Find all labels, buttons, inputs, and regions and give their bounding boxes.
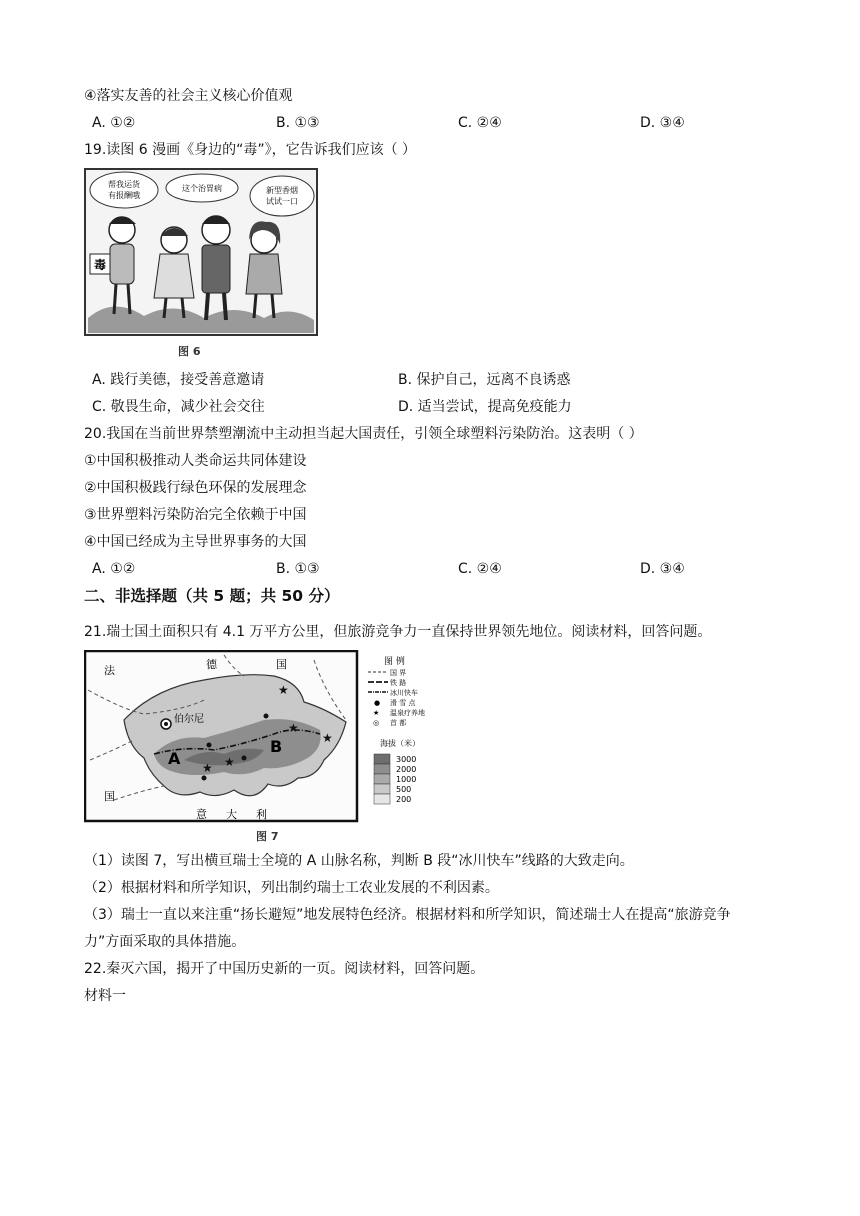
- switzerland-map-figure-7: [84, 650, 450, 824]
- svg-text:●: ●: [374, 699, 381, 707]
- q19-option-b: B. 保护自己，远离不良诱惑: [398, 372, 571, 388]
- q20-item-4: ④中国已经成为主导世界事务的大国: [84, 534, 307, 550]
- q19-option-c: C. 敬畏生命，减少社会交往: [92, 399, 265, 415]
- label-a: A: [168, 749, 181, 768]
- bubble-1-line2: 有报酬哦: [108, 191, 140, 200]
- q21-part-3-line-2: 力”方面采取的具体措施。: [84, 934, 246, 950]
- poison-sign-label: 毒: [93, 258, 107, 272]
- svg-text:★: ★: [322, 731, 333, 745]
- country-label-guo2: 国: [104, 790, 115, 803]
- svg-text:★: ★: [224, 755, 235, 769]
- q21-part-3-line-1: （3）瑞士一直以来注重“扬长避短”地发展特色经济。根据材料和所学知识，简述瑞士人在提高“旅游竞争: [84, 907, 731, 923]
- legend-item-spa: 温泉疗养地: [390, 709, 425, 717]
- legend-item-ski: 滑 雪 点: [390, 699, 416, 707]
- elevation-1000: 1000: [396, 775, 417, 784]
- q20-item-2: ②中国积极践行绿色环保的发展理念: [84, 480, 307, 496]
- q22-stem: 22.秦灭六国，揭开了中国历史新的一页。阅读材料，回答问题。: [84, 961, 485, 977]
- q18-item-4: ④落实友善的社会主义核心价值观: [84, 88, 293, 104]
- svg-text:★: ★: [288, 721, 299, 735]
- elevation-2000: 2000: [396, 765, 417, 774]
- q18-option-d: D. ③④: [640, 115, 685, 131]
- q18-option-b: B. ①③: [276, 115, 320, 131]
- elevation-3000: 3000: [396, 755, 417, 764]
- bubble-2: 这个治胃病: [182, 184, 222, 193]
- q20-stem: 20.我国在当前世界禁塑潮流中主动担当起大国责任，引领全球塑料污染防治。这表明（ ）: [84, 426, 643, 442]
- bubble-3-line2: 试试一口: [266, 197, 298, 206]
- legend-item-railway: 铁 路: [390, 679, 407, 687]
- q20-option-c: C. ②④: [458, 561, 502, 577]
- q20-item-3: ③世界塑料污染防治完全依赖于中国: [84, 507, 307, 523]
- q18-option-c: C. ②④: [458, 115, 502, 131]
- svg-text:★: ★: [202, 761, 213, 775]
- country-label-da: 大: [226, 808, 237, 821]
- q20-item-1: ①中国积极推动人类命运共同体建设: [84, 453, 307, 469]
- country-label-fa: 法: [104, 664, 115, 677]
- q19-stem: 19.读图 6 漫画《身边的“毒”》，它告诉我们应该（ ）: [84, 142, 417, 158]
- cartoon-illustration: [84, 168, 318, 336]
- country-label-yi: 意: [196, 808, 207, 821]
- elevation-200: 200: [396, 795, 412, 804]
- q19-option-a: A. 践行美德，接受善意邀请: [92, 372, 265, 388]
- svg-text:★: ★: [278, 683, 289, 697]
- figure-6-caption: 图 6: [178, 345, 201, 358]
- switzerland-map: [84, 650, 450, 824]
- elevation-500: 500: [396, 785, 412, 794]
- figure-7-caption: 图 7: [256, 830, 279, 843]
- label-b: B: [270, 737, 283, 756]
- legend-title: 图 例: [384, 657, 405, 667]
- country-label-guo1: 国: [276, 658, 287, 671]
- q21-stem: 21.瑞士国土面积只有 4.1 万平方公里，但旅游竞争力一直保持世界领先地位。阅读材料，回答问题。: [84, 624, 712, 640]
- q21-part-2: （2）根据材料和所学知识，列出制约瑞士工农业发展的不利因素。: [84, 880, 499, 896]
- q20-option-a: A. ①②: [92, 561, 136, 577]
- q20-option-b: B. ①③: [276, 561, 320, 577]
- svg-text:◎: ◎: [373, 719, 380, 727]
- q18-option-a: A. ①②: [92, 115, 136, 131]
- q22-material-1: 材料一: [84, 988, 126, 1004]
- legend-item-capital: 首 都: [390, 719, 407, 727]
- q19-option-d: D. 适当尝试，提高免疫能力: [398, 399, 572, 415]
- q20-option-d: D. ③④: [640, 561, 685, 577]
- bubble-1-line1: 帮我运货: [108, 180, 140, 189]
- section-2-title: 二、非选择题（共 5 题；共 50 分）: [84, 587, 340, 605]
- country-label-li: 利: [256, 808, 267, 821]
- legend-item-border: 国 界: [390, 669, 407, 677]
- elevation-title: 海拔（米）: [380, 739, 420, 748]
- capital-label: 伯尔尼: [174, 714, 204, 725]
- svg-text:★: ★: [373, 709, 380, 717]
- legend-item-glacier-express: 冰川快车: [390, 689, 418, 697]
- bubble-3-line1: 新型香烟: [266, 186, 298, 195]
- cartoon-figure-6: [84, 168, 318, 336]
- q21-part-1: （1）读图 7，写出横亘瑞士全境的 A 山脉名称，判断 B 段“冰川快车”线路的大致走向。: [84, 853, 634, 869]
- country-label-de: 德: [206, 658, 217, 671]
